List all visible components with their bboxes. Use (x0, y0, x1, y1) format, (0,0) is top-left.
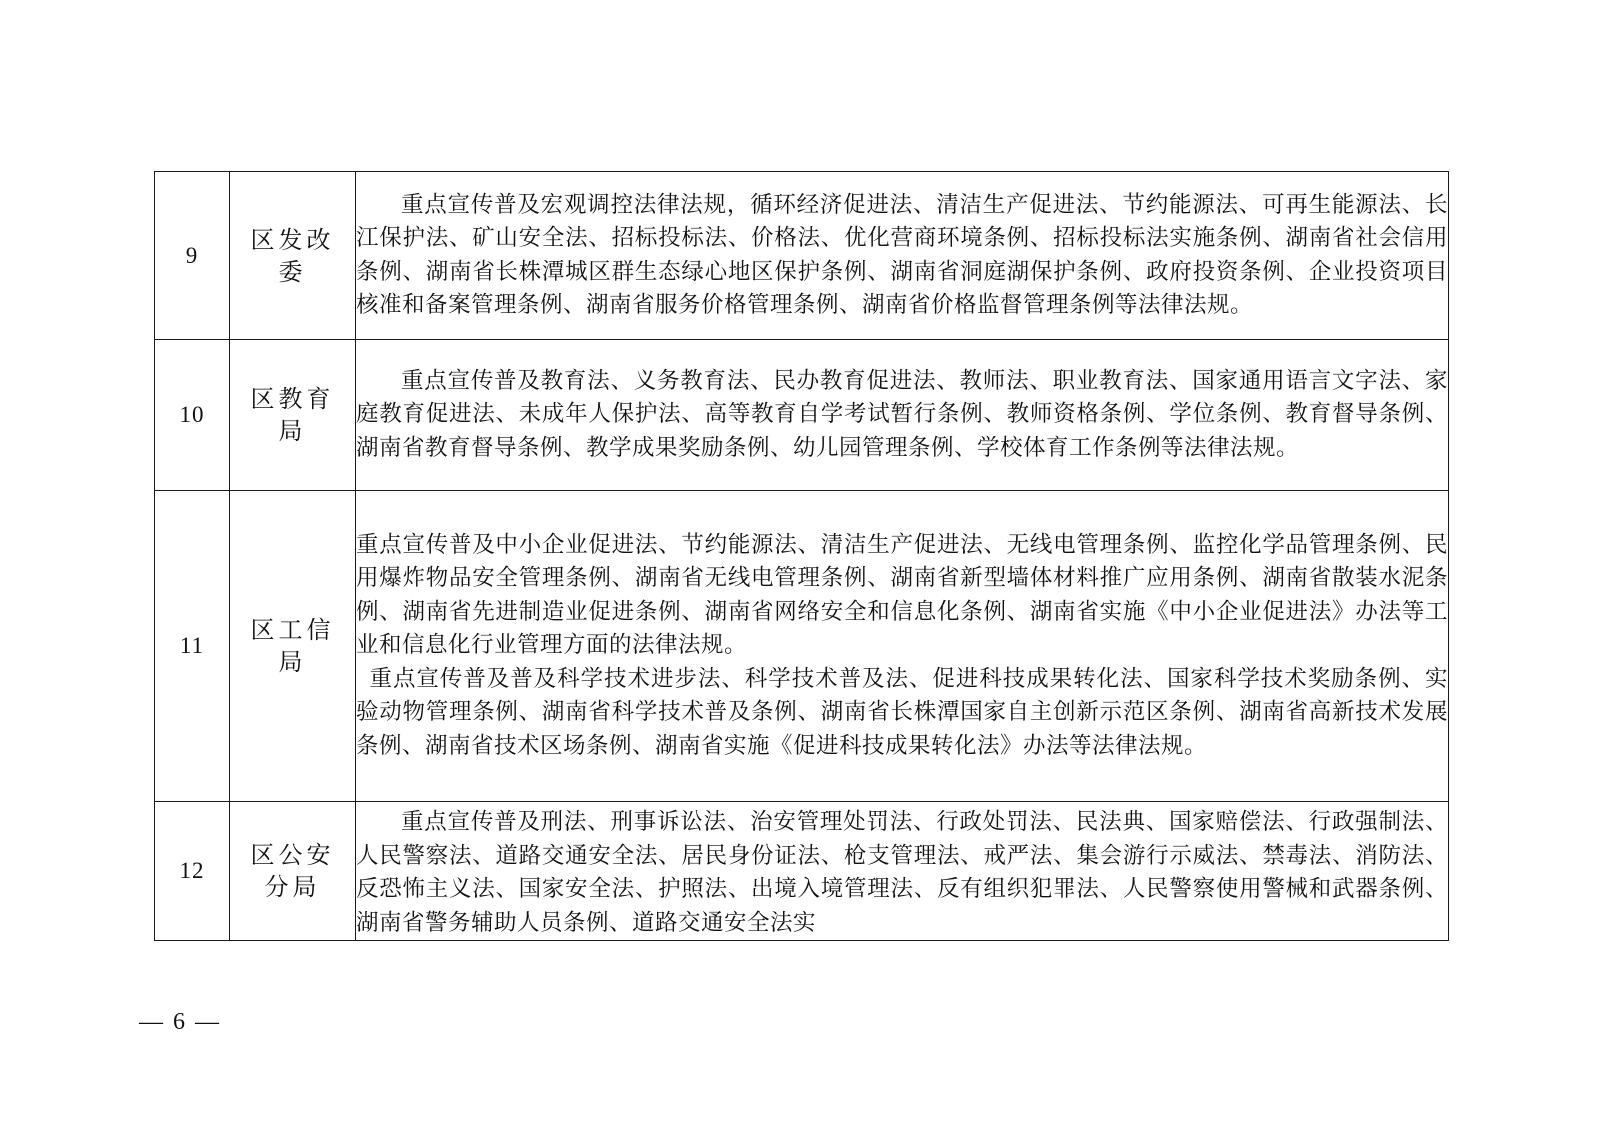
department-name-line: 局 (278, 648, 307, 676)
publicity-content (356, 340, 1449, 491)
department-name (230, 491, 356, 802)
department-name-line: 区工信 (250, 616, 335, 644)
department-name (230, 802, 356, 941)
department-name (230, 340, 356, 491)
publicity-content (356, 491, 1449, 802)
department-name-line: 区公安 (250, 841, 335, 869)
table-row (155, 172, 1449, 340)
publicity-content (356, 172, 1449, 340)
row-number: 9 (155, 172, 230, 340)
department-name-line: 区教育 (250, 385, 335, 413)
row-number: 12 (155, 802, 230, 941)
row-number: 11 (155, 491, 230, 802)
department-name (230, 172, 356, 340)
publicity-content (356, 802, 1449, 941)
department-name-line: 区发改 (250, 225, 335, 254)
table-row (155, 491, 1449, 802)
content-paragraph: 重点宣传普及刑法、刑事诉讼法、治安管理处罚法、行政处罚法、民法典、国家赔偿法、行政强制法、人民警察法、道路交通安全法、居民身份证法、枪支管理法、戒严法、集会游行示威法、禁毒法、消防法、反恐怖主义法、国家安全法、护照法、出境入境管理法、反有组织犯罪法、人民警察使用警械和武器条例、湖南省警务辅助人员条例、道路交通安全法实 (356, 809, 1448, 936)
table-row (155, 802, 1449, 941)
department-name-line: 委 (278, 257, 307, 286)
page-number: — 6 — (139, 1009, 221, 1035)
law-publicity-table (154, 171, 1449, 941)
content-paragraph: 重点宣传普及宏观调控法律法规，循环经济促进法、清洁生产促进法、节约能源法、可再生能源法、长江保护法、矿山安全法、招标投标法、价格法、优化营商环境条例、招标投标法实施条例、湖南省社会信用条例、湖南省长株潭城区群生态绿心地区保护条例、湖南省洞庭湖保护条例、政府投资条例、企业投资项目核准和备案管理条例、湖南省服务价格管理条例、湖南省价格监督管理条例等法律法规。 (356, 191, 1448, 318)
content-paragraph: 重点宣传普及教育法、义务教育法、民办教育促进法、教师法、职业教育法、国家通用语言文字法、家庭教育促进法、未成年人保护法、高等教育自学考试暂行条例、教师资格条例、学位条例、教育督导条例、湖南省教育督导条例、教学成果奖励条例、幼儿园管理条例、学校体育工作条例等法律法规。 (356, 367, 1448, 461)
table-row (155, 340, 1449, 491)
content-paragraph: 重点宣传普及中小企业促进法、节约能源法、清洁生产促进法、无线电管理条例、监控化学品管理条例、民用爆炸物品安全管理条例、湖南省无线电管理条例、湖南省新型墙体材料推广应用条例、湖南省散装水泥条例、湖南省先进制造业促进条例、湖南省网络安全和信息化条例、湖南省实施《中小企业促进法》办法等工业和信息化行业管理方面的法律法规。 (356, 531, 1448, 659)
department-name-line: 局 (278, 417, 307, 445)
content-paragraph: 重点宣传普及普及科学技术进步法、科学技术普及法、促进科技成果转化法、国家科学技术奖励条例、实验动物管理条例、湖南省科学技术普及条例、湖南省长株潭国家自主创新示范区条例、湖南省高新技术发展条例、湖南省技术区场条例、湖南省实施《促进科技成果转化法》办法等法律法规。 (356, 665, 1448, 759)
department-name-line: 分局 (264, 873, 321, 901)
row-number: 10 (155, 340, 230, 491)
